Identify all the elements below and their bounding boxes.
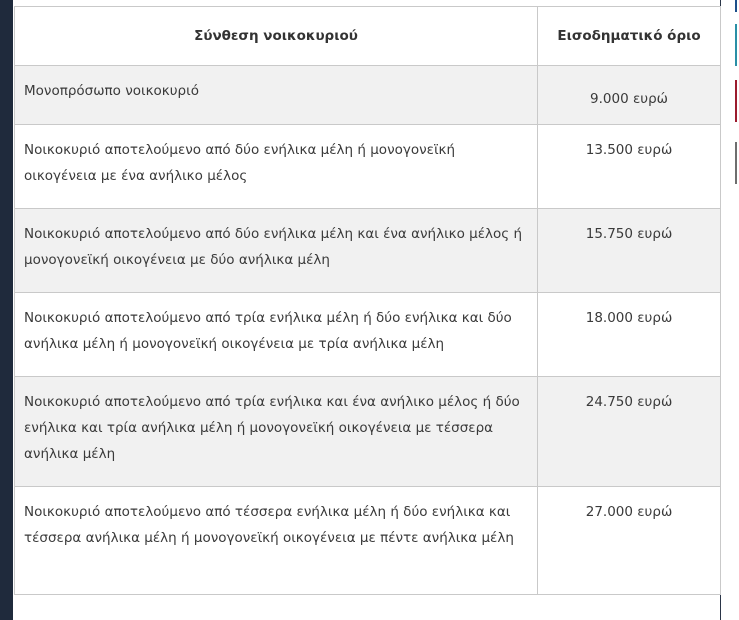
row-income-limit: 24.750 ευρώ bbox=[538, 377, 721, 487]
side-accent-red bbox=[735, 80, 737, 122]
row-income-limit: 9.000 ευρώ bbox=[538, 66, 721, 125]
side-accent-teal bbox=[735, 24, 737, 66]
left-frame-bar bbox=[0, 0, 13, 620]
row-composition: Νοικοκυριό αποτελούμενο από δύο ενήλικα μέλη και ένα ανήλικο μέλος ή μονογονεϊκή οικογένεια με δύο ανήλικα μέλη bbox=[15, 209, 538, 293]
side-accent-blue bbox=[735, 0, 737, 12]
row-income-limit: 27.000 ευρώ bbox=[538, 487, 721, 595]
header-income-limit: Εισοδηματικό όριο bbox=[538, 7, 721, 66]
row-composition: Νοικοκυριό αποτελούμενο από τρία ενήλικα και ένα ανήλικο μέλος ή δύο ενήλικα και τρία ανήλικα μέλη ή μονογονεϊκή οικογένεια με τέσσερα ανήλικα μέλη bbox=[15, 377, 538, 487]
table-header-row bbox=[15, 7, 721, 66]
table-row bbox=[15, 209, 721, 293]
table-row bbox=[15, 66, 721, 125]
row-composition: Μονοπρόσωπο νοικοκυριό bbox=[15, 66, 538, 125]
row-income-limit: 13.500 ευρώ bbox=[538, 125, 721, 209]
row-composition: Νοικοκυριό αποτελούμενο από τέσσερα ενήλικα μέλη ή δύο ενήλικα και τέσσερα ανήλικα μέλη ή μονογονεϊκή οικογένεια με πέντε ανήλικα μέλη bbox=[15, 487, 538, 595]
row-income-limit: 15.750 ευρώ bbox=[538, 209, 721, 293]
header-composition: Σύνθεση νοικοκυριού bbox=[15, 7, 538, 66]
table-row bbox=[15, 293, 721, 377]
side-accent-gray bbox=[735, 142, 737, 184]
table-row bbox=[15, 125, 721, 209]
row-composition: Νοικοκυριό αποτελούμενο από τρία ενήλικα μέλη ή δύο ενήλικα και δύο ανήλικα μέλη ή μονογονεϊκή οικογένεια με τρία ανήλικα μέλη bbox=[15, 293, 538, 377]
table-row bbox=[15, 487, 721, 595]
table-row bbox=[15, 377, 721, 487]
row-income-limit: 18.000 ευρώ bbox=[538, 293, 721, 377]
row-composition: Νοικοκυριό αποτελούμενο από δύο ενήλικα μέλη ή μονογονεϊκή οικογένεια με ένα ανήλικο μέλος bbox=[15, 125, 538, 209]
income-limit-table bbox=[14, 6, 721, 595]
